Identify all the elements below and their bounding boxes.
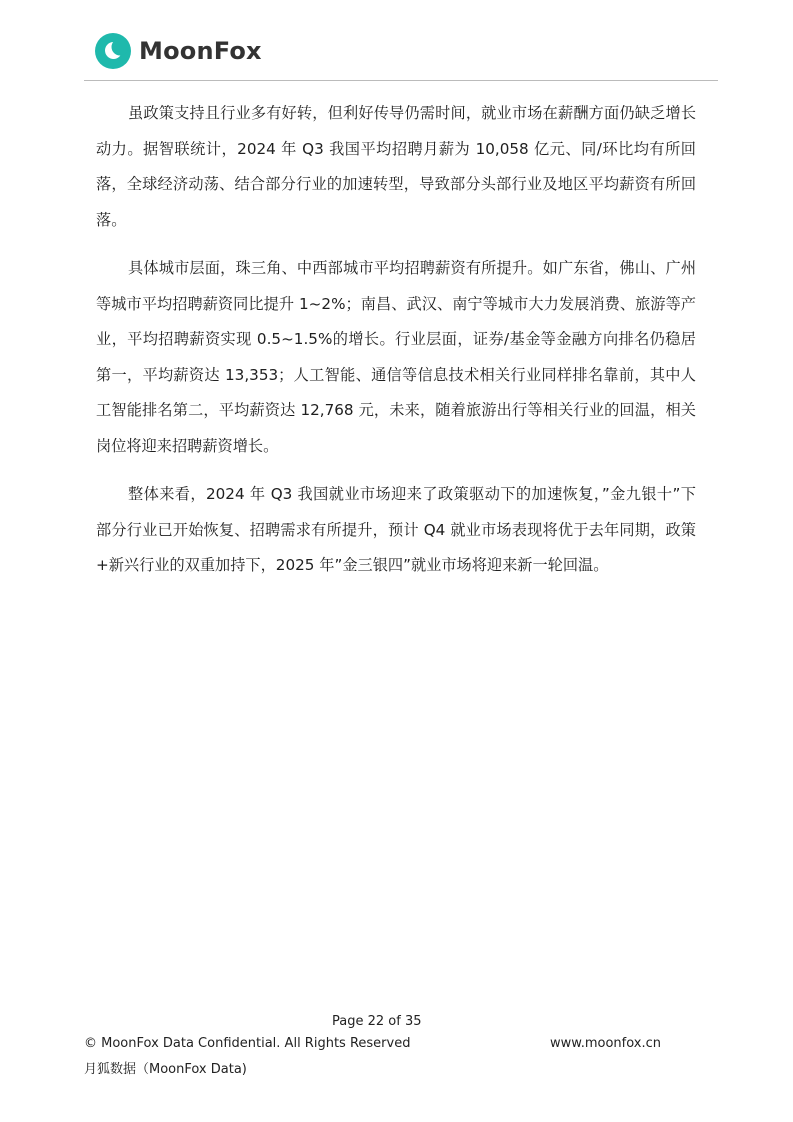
header-divider — [84, 80, 718, 81]
company-name: 月狐数据（MoonFox Data) — [84, 1062, 247, 1077]
paragraph: 虽政策支持且行业多有好转，但利好传导仍需时间，就业市场在薪酬方面仍缺乏增长动力。据智联统计，2024 年 Q3 我国平均招聘月薪为 10,058 亿元、同/环比均有所回落，全球经济动荡、结合部分行业的加速转型，导致部分头部行业及地区平均薪资有所回落。 — [96, 104, 696, 229]
brand-name: MoonFox — [139, 37, 262, 65]
website-link[interactable]: www.moonfox.cn — [550, 1036, 661, 1051]
page-number: Page 22 of 35 — [332, 1014, 422, 1029]
moonfox-logo-icon — [94, 32, 132, 70]
paragraph: 具体城市层面，珠三角、中西部城市平均招聘薪资有所提升。如广东省，佛山、广州等城市平均招聘薪资同比提升 1~2%；南昌、武汉、南宁等城市大力发展消费、旅游等产业，平均招聘薪资实现 0.5~1.5%的增长。行业层面，证券/基金等金融方向排名仍稳居第一，平均薪资达 13,353；人工智能、通信等信息技术相关行业同样排名靠前，其中人工智能排名第二，平均薪资达 12,768 元，未来，随着旅游出行等相关行业的回温，相关岗位将迎来招聘薪资增长。 — [96, 259, 696, 455]
document-body — [96, 96, 696, 597]
page-header — [94, 30, 262, 72]
paragraph: 整体来看，2024 年 Q3 我国就业市场迎来了政策驱动下的加速恢复，”金九银十”下部分行业已开始恢复、招聘需求有所提升，预计 Q4 就业市场表现将优于去年同期，政策+新兴行业的双重加持下，2025 年”金三银四”就业市场将迎来新一轮回温。 — [96, 485, 696, 574]
copyright-notice: © MoonFox Data Confidential. All Rights Reserved — [84, 1036, 411, 1051]
